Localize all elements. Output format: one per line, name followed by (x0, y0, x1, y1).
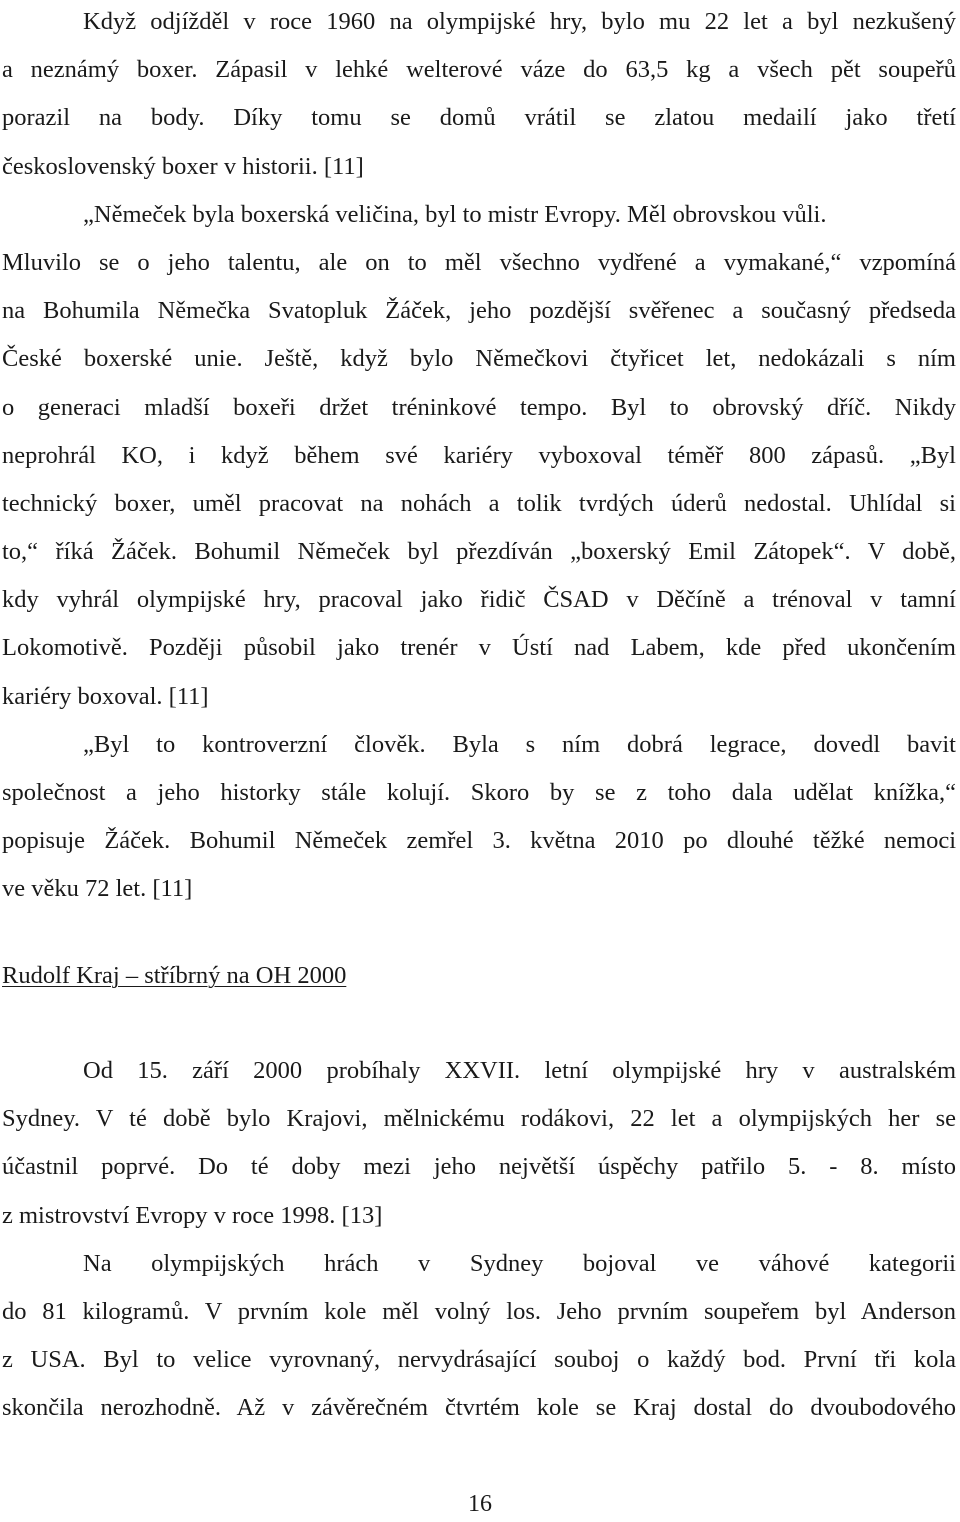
text-line: z USA. Byl to velice vyrovnaný, nervydrásající souboj o každý bod. První tři kola (2, 1346, 956, 1374)
text-line: „Němeček byla boxerská veličina, byl to mistr Evropy. Měl obrovskou vůli. (83, 200, 827, 228)
text-line: popisuje Žáček. Bohumil Němeček zemřel 3. května 2010 po dlouhé těžké nemoci (2, 827, 956, 855)
section-heading-container (2, 952, 346, 1000)
text-block-bottom (2, 1047, 956, 1433)
text-line: České boxerské unie. Ještě, když bylo Němečkovi čtyřicet let, nedokázali s ním (2, 345, 956, 373)
text-line: společnost a jeho historky stále kolují. Skoro by se z toho dala udělat knížka,“ (2, 779, 956, 806)
text-line: ve věku 72 let. [11] (2, 875, 193, 903)
text-block-top (2, 0, 956, 914)
text-line: porazil na body. Díky tomu se domů vrátil se zlatou medailí jako třetí (2, 104, 956, 132)
text-line: kariéry boxoval. [11] (2, 682, 209, 710)
text-line: Když odjížděl v roce 1960 na olympijské hry, bylo mu 22 let a byl nezkušený (83, 8, 956, 35)
text-line: a neznámý boxer. Zápasil v lehké welterové váze do 63,5 kg a všech pět soupeřů (2, 56, 956, 84)
text-line: na Bohumila Němečka Svatopluk Žáček, jeho pozdější svěřenec a současný předseda (2, 297, 956, 325)
text-line: Od 15. září 2000 probíhaly XXVII. letní olympijské hry v australském (83, 1057, 956, 1084)
text-line: neprohrál KO, i když během své kariéry vyboxoval téměř 800 zápasů. „Byl (2, 441, 956, 469)
text-line: to,“ říká Žáček. Bohumil Němeček byl přezdíván „boxerský Emil Zátopek“. V době, (2, 538, 956, 566)
text-line: Lokomotivě. Později působil jako trenér v Ústí nad Labem, kde před ukončením (2, 634, 956, 662)
text-line: „Byl to kontroverzní člověk. Byla s ním dobrá legrace, dovedl bavit (83, 730, 956, 758)
text-line: účastnil poprvé. Do té doby mezi jeho největší úspěchy patřilo 5. - 8. místo (2, 1153, 956, 1181)
text-line: Mluvilo se o jeho talentu, ale on to měl všechno vydřené a vymakané,“ vzpomíná (2, 248, 956, 276)
text-line: Na olympijských hrách v Sydney bojoval ve váhové kategorii (83, 1249, 956, 1277)
text-line: z mistrovství Evropy v roce 1998. [13] (2, 1201, 383, 1229)
text-line: československý boxer v historii. [11] (2, 152, 364, 180)
text-line: technický boxer, uměl pracovat na nohách a tolik tvrdých úderů nedostal. Uhlídal si (2, 489, 956, 517)
text-line: Sydney. V té době bylo Krajovi, mělnickému rodákovi, 22 let a olympijských her se (2, 1105, 956, 1133)
text-line: do 81 kilogramů. V prvním kole měl volný los. Jeho prvním soupeřem byl Anderson (2, 1297, 956, 1325)
page-number: 16 (468, 1491, 492, 1517)
text-line: o generaci mladší boxeři držet tréninkové tempo. Byl to obrovský dříč. Nikdy (2, 393, 956, 421)
text-line: skončila nerozhodně. Až v závěrečném čtvrtém kole se Kraj dostal do dvoubodového (2, 1394, 956, 1422)
section-heading: Rudolf Kraj – stříbrný na OH 2000 (2, 962, 347, 989)
text-line: kdy vyhrál olympijské hry, pracoval jako řidič ČSAD v Děčíně a trénoval v tamní (2, 586, 956, 614)
